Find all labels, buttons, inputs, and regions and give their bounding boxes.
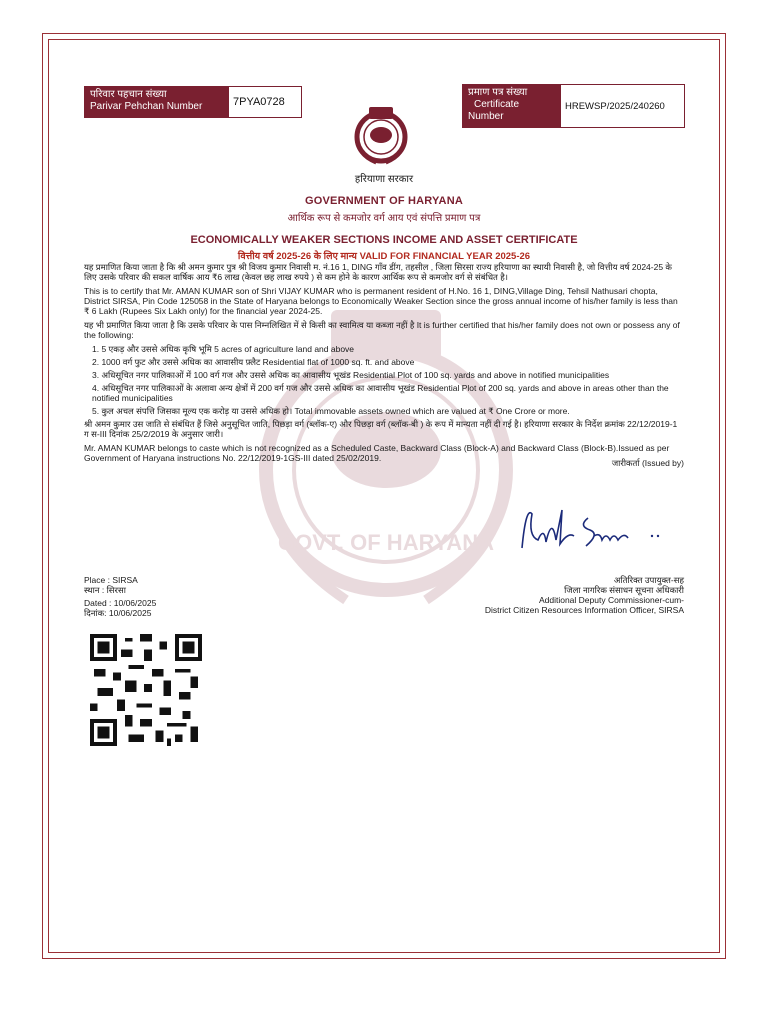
officer-signature [516, 496, 684, 560]
asset-item-3: 3. अधिसूचित नगर पालिकाओं में 100 वर्ग गज और उससे अधिक का आवासीय भूखंड Residential Plot of 100 sq. yards and above in notified municipalities [92, 370, 610, 380]
place-english: Place : SIRSA [84, 575, 138, 585]
government-name-hindi: हरियाणा सरकार [354, 174, 414, 185]
certification-text-english: This is to certify that Mr. AMAN KUMAR son of Shri VIJAY KUMAR who is permanent resident of H.No. 16 1, DING,Village Ding, Tehsil Nathusari chopta, District SIRSA, Pin Code 125058 in the State of Haryana belongs to Economically Weaker Section since the gross annual income of his/her family is less than ₹ 6 Lakh (Rupees Six Lakh only) for the financial year 2024-25. [84, 286, 678, 316]
asset-item-4: 4. अधिसूचित नगर पालिकाओं के अलावा अन्य क्षेत्रों में 200 वर्ग गज और उससे अधिक का आवासीय भूखंड Residential Plot of 200 sq. yards and above in areas other than the notified municipalities [92, 383, 669, 403]
certificate-label-english-1: Certificate [474, 99, 520, 110]
assets-declaration: यह भी प्रमाणित किया जाता है कि उसके परिवार के पास निम्नलिखित में से किसी का स्वामित्व या कब्जा नहीं है It is further certified that his/her family does not own or possess any of the following: [84, 320, 680, 340]
validity-line: वित्तीय वर्ष 2025-26 के लिए मान्य VALID FOR FINANCIAL YEAR 2025-26 [237, 251, 531, 262]
certificate-title: ECONOMICALLY WEAKER SECTIONS INCOME AND ASSET CERTIFICATE [190, 234, 578, 246]
certificate-body [84, 262, 684, 467]
asset-item-1: 1. 5 एकड़ और उससे अधिक कृषि भूमि 5 acres of agriculture land and above [92, 344, 355, 354]
issuing-officer-block [485, 575, 684, 615]
date-block [84, 598, 156, 618]
caste-statement-hindi: श्री अमन कुमार उस जाति से संबंधित हैं जिसे अनुसूचित जाति, पिछड़ा वर्ग (ब्लॉक-ए) और पिछड़ा वर्ग (ब्लॉक-बी ) के रूप में मान्यता नहीं दी गई है। हरियाणा सरकार के निर्देश क्रमांक 22/12/2019-1 ग स-III दिनांक 25/2/2019 के अनुसार जारी। [84, 419, 678, 439]
certificate-label-english-2: Number [468, 111, 504, 122]
certification-text-hindi: यह प्रमाणित किया जाता है कि श्री अमन कुमार पुत्र श्री विजय कुमार निवासी म. नं.16 1, DING गाँव डींग, तहसील , जिला सिरसा राज्य हरियाणा का स्थायी निवासी है, जो वित्तीय वर्ष 2024-25 के लिए उसके परिवार की सकल वार्षिक आय ₹6 लाख (केवल छह लाख रुपये ) से कम होने के कारण आर्थिक रूप से कमजोर वर्ग से संबंधित है। [84, 262, 672, 282]
ppn-label-hindi: परिवार पहचान संख्या [90, 89, 167, 100]
haryana-emblem-icon [348, 105, 414, 165]
officer-title-hindi-2: जिला नागरिक संसाधन सूचना अधिकारी [564, 585, 684, 595]
qr-code[interactable] [90, 634, 202, 746]
officer-title-english-1: Additional Deputy Commissioner-cum- [538, 595, 684, 605]
asset-item-5: 5. कुल अचल संपत्ति जिसका मूल्य एक करोड़ या उससे अधिक हो। Total immovable assets owned which are valued at ₹ One Crore or more. [92, 406, 570, 416]
ppn-label [85, 87, 229, 117]
issued-by-label: जारीकर्ता (Issued by) [611, 458, 684, 468]
watermark-text: GOVT. OF HARYANA [278, 530, 494, 555]
ppn-label-english: Parivar Pehchan Number [90, 101, 203, 112]
officer-title-english-2: District Citizen Resources Information Officer, SIRSA [484, 605, 684, 615]
certificate-label-hindi: प्रमाण पत्र संख्या [468, 87, 528, 98]
certificate-number-label [463, 85, 561, 127]
asset-item-2: 2. 1000 वर्ग फुट और उससे अधिक का आवासीय फ़्लैट Residential flat of 1000 sq. ft. and above [92, 357, 415, 367]
dated-english: Dated : 10/06/2025 [84, 598, 157, 608]
certificate-title-hindi: आर्थिक रूप से कमजोर वर्ग आय एवं संपत्ति प्रमाण पत्र [287, 213, 481, 224]
certificate-number-value: HREWSP/2025/240260 [561, 85, 684, 127]
dated-hindi: दिनांक: 10/06/2025 [84, 608, 152, 618]
ppn-value: 7PYA0728 [229, 87, 301, 117]
place-hindi: स्थान : सिरसा [84, 585, 126, 595]
government-name: GOVERNMENT OF HARYANA [304, 195, 463, 207]
place-block [84, 575, 138, 595]
caste-statement-english: Mr. AMAN KUMAR belongs to caste which is not recognized as a Scheduled Caste, Backward Class (Block-A) and Backward Class (Block-B).Issued as per Government of Haryana instructions No. 22/12/2019-1GS-III dated 25/02/2019. [84, 443, 670, 463]
ppn-box [84, 86, 302, 118]
officer-title-hindi-1: अतिरिक्त उपायुक्त-सह [613, 575, 684, 585]
certificate-number-box [462, 84, 685, 128]
